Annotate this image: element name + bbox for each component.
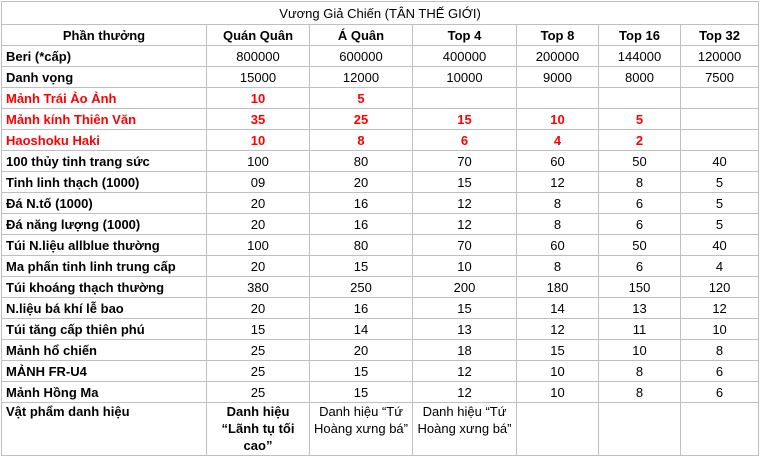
- cell-value: 60: [517, 235, 599, 256]
- cell-value: 120: [681, 277, 759, 298]
- cell-value: 6: [681, 382, 759, 403]
- cell-value: 14: [517, 298, 599, 319]
- cell-value: 12: [413, 193, 517, 214]
- cell-value: [517, 403, 599, 456]
- cell-value: 50: [599, 235, 681, 256]
- cell-value: 25: [207, 382, 310, 403]
- cell-value: 8: [599, 361, 681, 382]
- table-row: [2, 361, 759, 382]
- row-label: Mảnh hổ chiến: [2, 340, 207, 361]
- cell-value: 144000: [599, 46, 681, 67]
- cell-value: 9000: [517, 67, 599, 88]
- cell-value: 70: [413, 151, 517, 172]
- cell-value: 5: [681, 172, 759, 193]
- table-row: [2, 256, 759, 277]
- table-row: [2, 298, 759, 319]
- cell-value: 8: [517, 256, 599, 277]
- column-header-reward: Phần thưởng: [2, 25, 207, 46]
- row-label: Túi N.liệu allblue thường: [2, 235, 207, 256]
- cell-value: 10: [413, 256, 517, 277]
- cell-value: 20: [310, 340, 413, 361]
- row-label: Túi khoáng thạch thường: [2, 277, 207, 298]
- row-label: Vật phẩm danh hiệu: [2, 403, 207, 456]
- cell-value: 16: [310, 193, 413, 214]
- cell-value: 12: [517, 319, 599, 340]
- cell-value: 8: [517, 214, 599, 235]
- cell-value: 15: [517, 340, 599, 361]
- cell-value: 10: [517, 109, 599, 130]
- table-title: Vương Giả Chiến (TÂN THẾ GIỚI): [2, 2, 759, 25]
- cell-value: 7500: [681, 67, 759, 88]
- cell-value: 10: [517, 382, 599, 403]
- cell-value: 10: [207, 88, 310, 109]
- column-header-top32: Top 32: [681, 25, 759, 46]
- row-label: 100 thủy tinh trang sức: [2, 151, 207, 172]
- row-label: N.liệu bá khí lễ bao: [2, 298, 207, 319]
- row-label: Mảnh kính Thiên Văn: [2, 109, 207, 130]
- cell-value: 6: [599, 214, 681, 235]
- cell-value: 380: [207, 277, 310, 298]
- cell-value: [681, 403, 759, 456]
- cell-value: 25: [207, 340, 310, 361]
- cell-value: 13: [599, 298, 681, 319]
- cell-value: 250: [310, 277, 413, 298]
- cell-value: 20: [207, 214, 310, 235]
- table-row: [2, 130, 759, 151]
- cell-value: 15: [310, 361, 413, 382]
- cell-value: 15: [413, 172, 517, 193]
- cell-value: 15: [310, 382, 413, 403]
- cell-value: 10: [207, 130, 310, 151]
- table-row: [2, 340, 759, 361]
- cell-value: 80: [310, 151, 413, 172]
- cell-value: 12000: [310, 67, 413, 88]
- cell-value: 11: [599, 319, 681, 340]
- table-row: [2, 46, 759, 67]
- cell-value: 15: [413, 298, 517, 319]
- table-row: [2, 151, 759, 172]
- cell-value: [681, 109, 759, 130]
- cell-value: 12: [413, 382, 517, 403]
- cell-value: 150: [599, 277, 681, 298]
- table-row: [2, 109, 759, 130]
- cell-value: 09: [207, 172, 310, 193]
- table-row: [2, 172, 759, 193]
- cell-value: 12: [517, 172, 599, 193]
- cell-value: 400000: [413, 46, 517, 67]
- cell-value: 12: [413, 214, 517, 235]
- cell-value: 5: [681, 193, 759, 214]
- rewards-table: [1, 1, 759, 456]
- cell-value: [413, 88, 517, 109]
- cell-value: 20: [207, 298, 310, 319]
- row-label: Đá N.tố (1000): [2, 193, 207, 214]
- cell-value: [599, 403, 681, 456]
- column-header-champion: Quán Quân: [207, 25, 310, 46]
- cell-value: 15: [413, 109, 517, 130]
- cell-value: [517, 88, 599, 109]
- column-header-top16: Top 16: [599, 25, 681, 46]
- cell-value: 5: [310, 88, 413, 109]
- cell-value: [681, 88, 759, 109]
- cell-value: 100: [207, 151, 310, 172]
- cell-value: 5: [681, 214, 759, 235]
- cell-value: 13: [413, 319, 517, 340]
- cell-value: 8: [599, 172, 681, 193]
- row-label: Ma phấn tinh linh trung cấp: [2, 256, 207, 277]
- cell-value: Danh hiệu “Tứ Hoàng xưng bá”: [413, 403, 517, 456]
- cell-value: Danh hiệu “Tứ Hoàng xưng bá”: [310, 403, 413, 456]
- cell-value: 8000: [599, 67, 681, 88]
- row-label: Beri (*cấp): [2, 46, 207, 67]
- table-row: [2, 214, 759, 235]
- header-row: [2, 25, 759, 46]
- cell-value: 15: [310, 256, 413, 277]
- cell-value: 20: [207, 256, 310, 277]
- cell-value: 12: [681, 298, 759, 319]
- row-label: Túi tăng cấp thiên phú: [2, 319, 207, 340]
- table-row: [2, 319, 759, 340]
- cell-value: 15000: [207, 67, 310, 88]
- cell-value: 8: [599, 382, 681, 403]
- cell-value: 200: [413, 277, 517, 298]
- cell-value: 80: [310, 235, 413, 256]
- cell-value: 600000: [310, 46, 413, 67]
- table-body: [2, 46, 759, 456]
- cell-value: 800000: [207, 46, 310, 67]
- cell-value: 10: [599, 340, 681, 361]
- cell-value: 10000: [413, 67, 517, 88]
- row-label: Mảnh Trái Ảo Ảnh: [2, 88, 207, 109]
- cell-value: 2: [599, 130, 681, 151]
- cell-value: 60: [517, 151, 599, 172]
- cell-value: [599, 88, 681, 109]
- column-header-top4: Top 4: [413, 25, 517, 46]
- cell-value: 18: [413, 340, 517, 361]
- cell-value: 6: [413, 130, 517, 151]
- cell-value: 180: [517, 277, 599, 298]
- table-row: [2, 88, 759, 109]
- table-row: [2, 67, 759, 88]
- row-label: Danh vọng: [2, 67, 207, 88]
- cell-value: 40: [681, 151, 759, 172]
- cell-value: Danh hiệu “Lãnh tụ tối cao”: [207, 403, 310, 456]
- cell-value: 20: [310, 172, 413, 193]
- cell-value: 8: [681, 340, 759, 361]
- table-row: [2, 193, 759, 214]
- row-label: Mảnh Hồng Ma: [2, 382, 207, 403]
- column-header-runner-up: Á Quân: [310, 25, 413, 46]
- cell-value: 25: [310, 109, 413, 130]
- cell-value: 5: [599, 109, 681, 130]
- cell-value: 40: [681, 235, 759, 256]
- column-header-top8: Top 8: [517, 25, 599, 46]
- cell-value: 200000: [517, 46, 599, 67]
- cell-value: 6: [599, 193, 681, 214]
- cell-value: 6: [599, 256, 681, 277]
- cell-value: 8: [310, 130, 413, 151]
- table-row: [2, 235, 759, 256]
- cell-value: 14: [310, 319, 413, 340]
- cell-value: 12: [413, 361, 517, 382]
- row-label: Tinh linh thạch (1000): [2, 172, 207, 193]
- cell-value: [681, 130, 759, 151]
- table-row-title-item: [2, 403, 759, 456]
- cell-value: 10: [517, 361, 599, 382]
- cell-value: 6: [681, 361, 759, 382]
- cell-value: 16: [310, 298, 413, 319]
- cell-value: 50: [599, 151, 681, 172]
- row-label: MẢNH FR-U4: [2, 361, 207, 382]
- cell-value: 4: [517, 130, 599, 151]
- cell-value: 120000: [681, 46, 759, 67]
- cell-value: 25: [207, 361, 310, 382]
- table-row: [2, 277, 759, 298]
- cell-value: 8: [517, 193, 599, 214]
- cell-value: 10: [681, 319, 759, 340]
- table-row: [2, 382, 759, 403]
- row-label: Haoshoku Haki: [2, 130, 207, 151]
- cell-value: 20: [207, 193, 310, 214]
- cell-value: 100: [207, 235, 310, 256]
- row-label: Đá năng lượng (1000): [2, 214, 207, 235]
- cell-value: 70: [413, 235, 517, 256]
- cell-value: 15: [207, 319, 310, 340]
- cell-value: 16: [310, 214, 413, 235]
- cell-value: 35: [207, 109, 310, 130]
- cell-value: 4: [681, 256, 759, 277]
